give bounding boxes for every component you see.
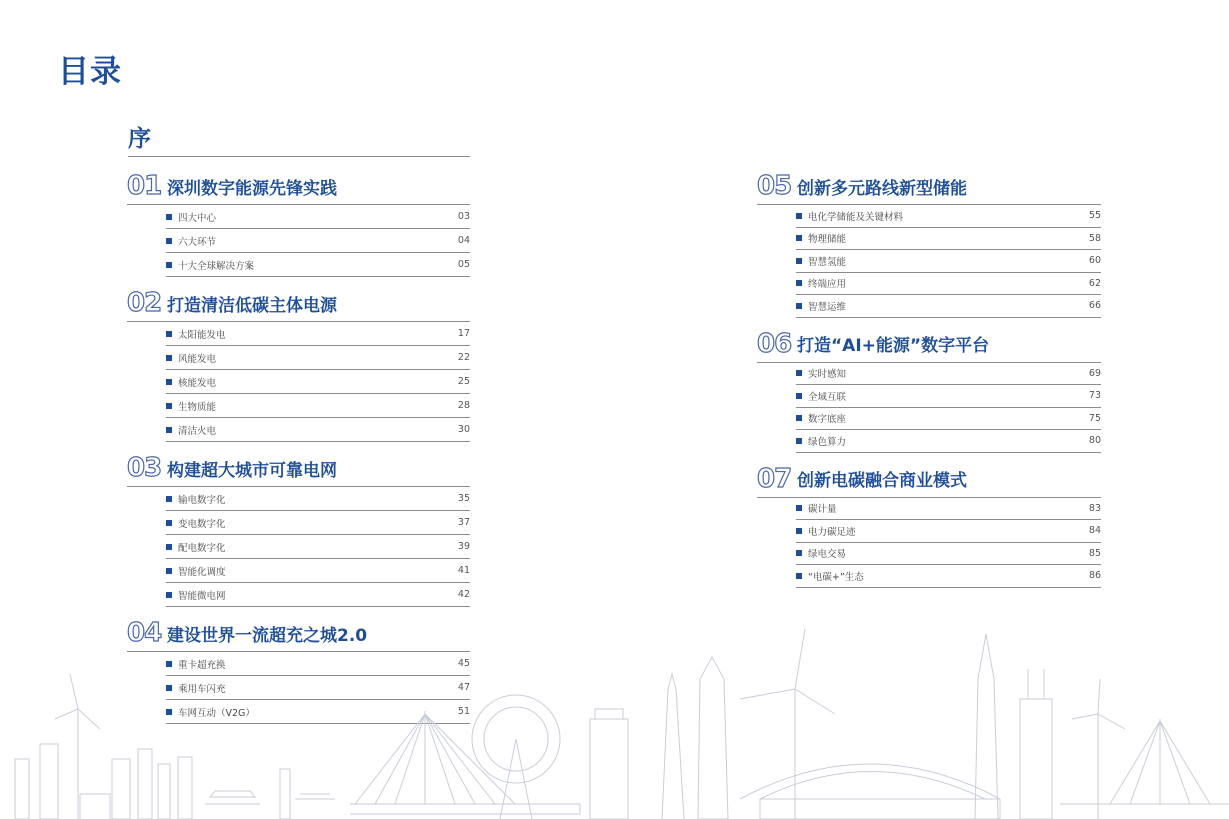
toc-item-label-wrap [796,209,903,223]
toc-item[interactable] [796,273,1101,296]
toc-section-05 [757,172,1101,318]
toc-item[interactable] [796,498,1101,521]
square-bullet-icon [796,235,802,241]
toc-item[interactable] [796,520,1101,543]
toc-item-label: 生物质能 [178,401,217,413]
section-title: 深圳数字能源先锋实践 [167,178,337,199]
toc-item-label: 终端应用 [808,279,847,291]
toc-section-02 [127,289,470,442]
preface-heading[interactable]: 序 [128,126,151,152]
city-skyline-illustration [0,619,1229,819]
toc-item-label-wrap [796,524,856,538]
section-title: 打造“AI+能源”数字平台 [797,336,990,356]
toc-item-label: 绿电交易 [808,549,847,561]
toc-item[interactable] [166,418,470,442]
toc-item-label: 智能微电网 [178,590,226,602]
section-number: 02 [127,288,162,318]
toc-item-page: 66 [1088,300,1101,312]
square-bullet-icon [166,331,172,337]
toc-item-label: 碳计量 [808,504,837,516]
toc-item-label-wrap [166,351,216,365]
toc-item-page: 30 [457,424,470,435]
toc-item-label: 核能发电 [178,377,217,389]
square-bullet-icon [796,505,802,511]
square-bullet-icon [796,415,802,421]
toc-item-label: 实时感知 [808,369,847,381]
toc-item-label-wrap [796,231,846,245]
square-bullet-icon [796,528,802,534]
toc-item-list [166,322,470,442]
toc-item-page: 41 [457,565,470,576]
toc-item-page: 73 [1088,390,1101,402]
toc-item-label: 智慧氢能 [808,256,847,268]
square-bullet-icon [796,213,802,219]
toc-item-page: 85 [1088,547,1101,559]
toc-item[interactable] [166,322,470,346]
toc-item-label: 绿色算力 [808,436,847,448]
toc-section-01 [127,172,470,277]
section-number: 06 [757,328,792,359]
section-title: 创新电碳融合商业模式 [797,471,967,491]
toc-item[interactable] [166,205,470,229]
toc-section-07 [757,465,1101,588]
square-bullet-icon [166,355,172,361]
toc-item-label: “电碳+”生态 [808,571,864,583]
toc-item-label: 重卡超充换 [178,659,226,671]
square-bullet-icon [796,393,802,399]
toc-item[interactable] [796,430,1101,453]
toc-item[interactable] [796,295,1101,318]
toc-item-label-wrap [796,411,846,425]
toc-item-label-wrap [796,389,846,403]
toc-item-label-wrap [166,564,226,578]
square-bullet-icon [166,238,172,244]
section-title: 创新多元路线新型储能 [797,178,967,199]
square-bullet-icon [166,262,172,268]
section-title: 建设世界一流超充之城2.0 [167,625,368,646]
toc-item-label: 车网互动（V2G） [178,707,255,719]
square-bullet-icon [166,592,172,598]
toc-item-page: 17 [457,328,470,339]
toc-item-page: 69 [1088,367,1101,379]
section-number: 04 [127,618,162,648]
toc-item-page: 39 [457,541,470,552]
toc-item-label-wrap [796,276,846,290]
toc-item-label: 数字底座 [808,414,847,426]
toc-item[interactable] [796,565,1101,588]
toc-item-page: 83 [1088,502,1101,514]
toc-item-page: 35 [457,493,470,504]
toc-item-label-wrap [796,366,846,380]
section-heading[interactable] [757,330,1101,363]
toc-item[interactable] [796,363,1101,386]
square-bullet-icon [166,496,172,502]
square-bullet-icon [796,573,802,579]
square-bullet-icon [796,258,802,264]
toc-item-label: 风能发电 [178,353,217,365]
toc-item[interactable] [166,370,470,394]
toc-item-label-wrap [166,375,216,389]
toc-item-label-wrap [796,254,846,268]
toc-item[interactable] [166,559,470,583]
toc-item-page: 58 [1088,232,1101,244]
toc-item-label-wrap [166,258,254,272]
toc-item-page: 84 [1088,525,1101,537]
toc-item[interactable] [796,228,1101,251]
toc-item-label: 智能化调度 [178,566,226,578]
toc-item-label: 物理储能 [808,234,847,246]
toc-item[interactable] [796,250,1101,273]
toc-item[interactable] [166,229,470,253]
section-heading[interactable] [127,172,470,205]
toc-item-label-wrap [166,234,216,248]
toc-item-page: 22 [457,352,470,363]
section-heading[interactable] [127,454,470,487]
square-bullet-icon [166,568,172,574]
toc-item-page: 25 [457,376,470,387]
toc-item-label: 配电数字化 [178,542,226,554]
section-heading[interactable] [757,465,1101,498]
toc-item-label-wrap [796,299,846,313]
toc-item-label: 乘用车闪充 [178,683,226,695]
square-bullet-icon [796,550,802,556]
section-number: 05 [757,171,792,201]
square-bullet-icon [166,427,172,433]
toc-item-label: 六大环节 [178,236,217,248]
toc-item[interactable] [166,394,470,418]
toc-item[interactable] [166,487,470,511]
section-heading[interactable] [757,172,1101,205]
toc-item-label-wrap [796,546,846,560]
toc-item[interactable] [796,543,1101,566]
toc-item-label: 变电数字化 [178,518,226,530]
toc-item-label-wrap [166,492,226,506]
toc-item[interactable] [166,346,470,370]
toc-item-page: 05 [457,259,470,270]
toc-item[interactable] [166,583,470,607]
toc-item-list [796,363,1101,453]
toc-item-page: 37 [457,517,470,528]
section-number: 07 [757,463,792,494]
toc-item-page: 47 [457,682,470,693]
toc-item-label-wrap [796,501,837,515]
square-bullet-icon [166,379,172,385]
toc-item-label: 智慧运维 [808,301,847,313]
square-bullet-icon [166,520,172,526]
toc-item[interactable] [166,253,470,277]
toc-item[interactable] [796,385,1101,408]
toc-section-03 [127,454,470,607]
toc-item-page: 86 [1088,570,1101,582]
toc-item-label-wrap [796,569,864,583]
section-heading[interactable] [127,289,470,322]
toc-item-label-wrap [166,540,226,554]
toc-item-page: 04 [457,235,470,246]
toc-item[interactable] [796,408,1101,431]
toc-item-list [166,487,470,607]
toc-item-label-wrap [166,588,226,602]
toc-item-label-wrap [166,327,226,341]
toc-section-06 [757,330,1101,453]
toc-item-page: 62 [1088,277,1101,289]
toc-item-label: 清洁火电 [178,425,217,437]
square-bullet-icon [166,403,172,409]
page-title: 目录 [58,54,122,90]
toc-item-page: 55 [1088,210,1101,222]
toc-item-page: 28 [457,400,470,411]
toc-item-label-wrap [796,434,846,448]
section-title: 构建超大城市可靠电网 [167,460,337,481]
toc-item-label: 全域互联 [808,391,847,403]
toc-item-label: 四大中心 [178,212,217,224]
section-number: 03 [127,453,162,483]
toc-item-page: 45 [457,658,470,669]
toc-item-page: 51 [457,706,470,717]
toc-item-label-wrap [166,210,216,224]
toc-item-label: 太阳能发电 [178,329,226,341]
section-title: 打造清洁低碳主体电源 [167,295,337,316]
toc-item-label: 十大全球解决方案 [178,260,255,272]
toc-item-page: 60 [1088,255,1101,267]
toc-item-label-wrap [166,516,226,530]
toc-item-list [796,205,1101,318]
toc-right-column [757,172,1101,588]
square-bullet-icon [796,280,802,286]
section-number: 01 [127,171,162,201]
toc-item-list [796,498,1101,588]
square-bullet-icon [166,214,172,220]
toc-item-list [166,205,470,277]
toc-item[interactable] [796,205,1101,228]
toc-item-page: 75 [1088,412,1101,424]
toc-item-page: 42 [457,589,470,600]
toc-item-label: 输电数字化 [178,494,226,506]
toc-item-label-wrap [166,423,216,437]
toc-item[interactable] [166,535,470,559]
square-bullet-icon [796,370,802,376]
toc-item-page: 80 [1088,435,1101,447]
square-bullet-icon [796,303,802,309]
toc-item-page: 03 [457,211,470,222]
divider [128,156,470,157]
toc-item[interactable] [166,511,470,535]
square-bullet-icon [166,544,172,550]
toc-item-label-wrap [166,399,216,413]
toc-item-label: 电力碳足迹 [808,526,856,538]
toc-item-label: 电化学储能及关键材料 [808,211,904,223]
square-bullet-icon [796,438,802,444]
